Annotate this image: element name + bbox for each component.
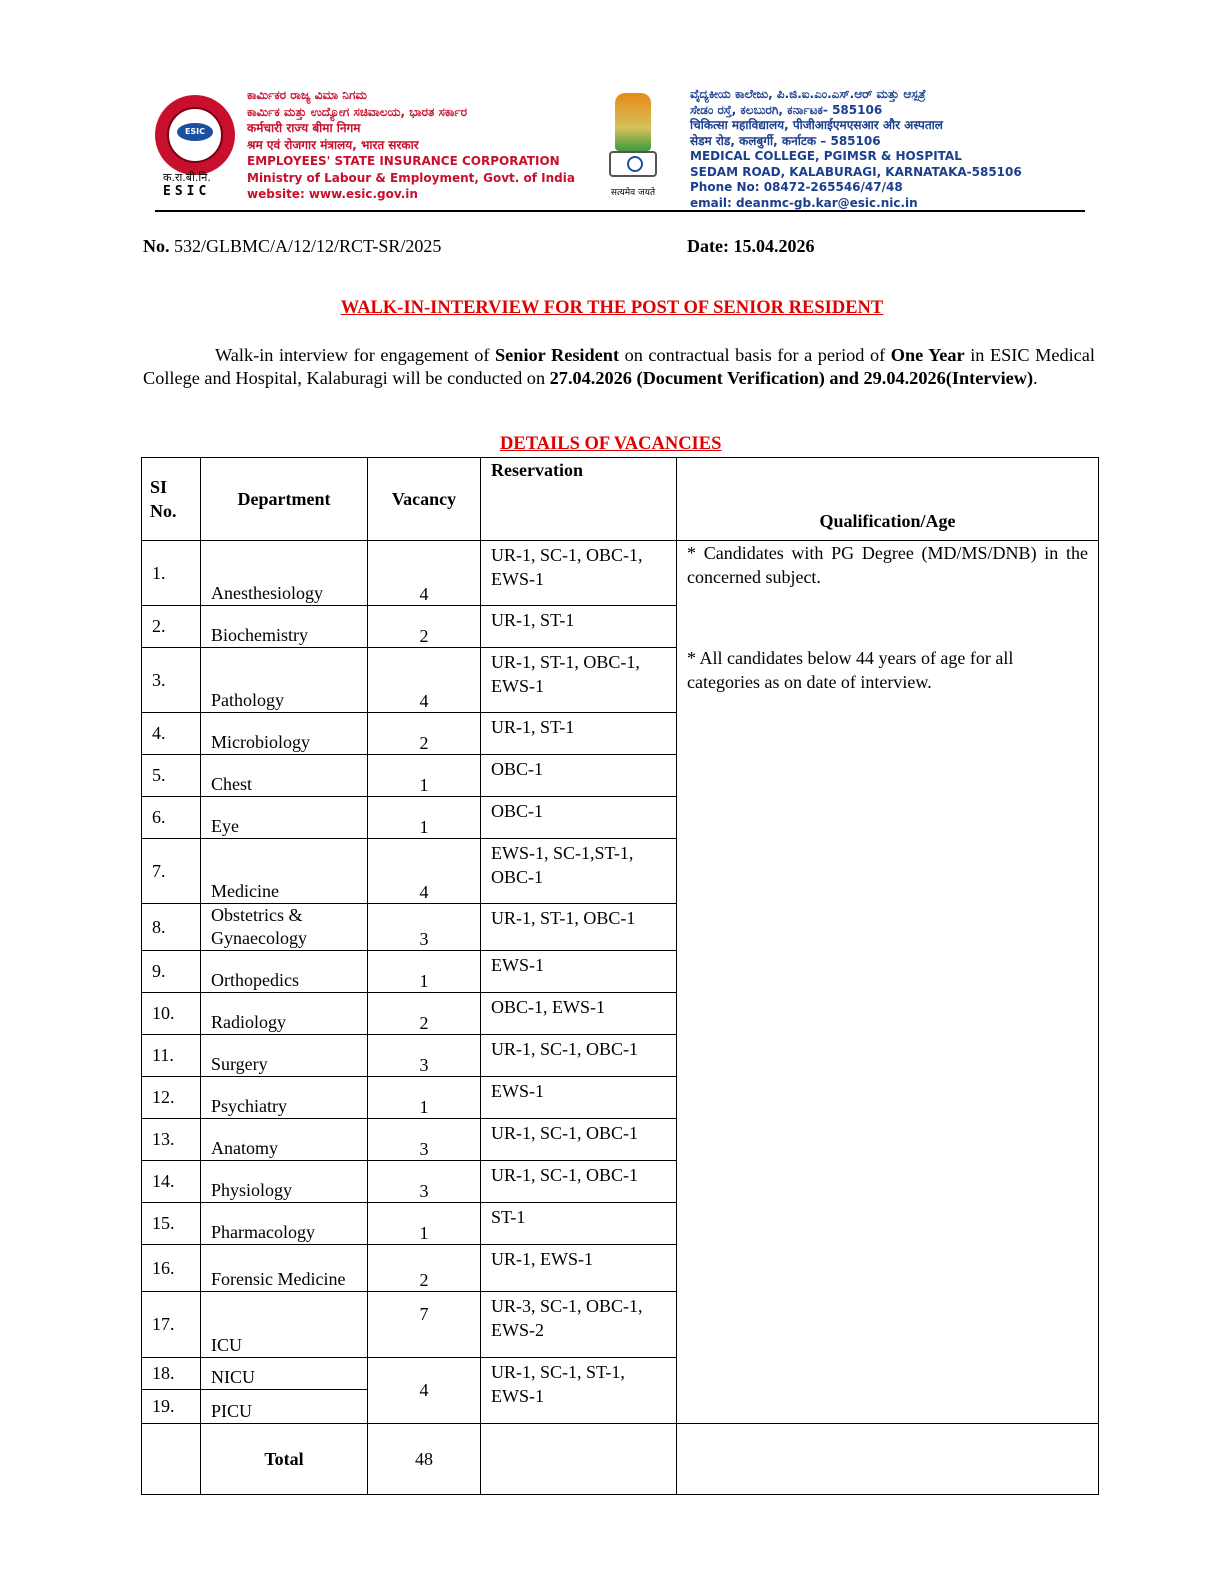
esic-logo-text: ESIC	[177, 123, 213, 141]
row-sl: 19.	[142, 1390, 201, 1424]
header-vacancy: Vacancy	[368, 458, 481, 541]
row-vacancy: 2	[368, 1245, 481, 1292]
row-department: Anesthesiology	[201, 541, 368, 606]
right-line-3: चिकित्सा महाविद्यालय, पीजीआईएमएसआर और अस्पताल	[690, 118, 943, 132]
row-reservation: UR-1, SC-1, OBC-1, EWS-1	[481, 541, 677, 606]
row-vacancy: 3	[368, 1119, 481, 1161]
right-line-4: सेडम रोड, कलबुर्गी, कर्नाटक – 585106	[690, 133, 881, 148]
row-department: Chest	[201, 755, 368, 797]
row-vacancy: 1	[368, 1203, 481, 1245]
row-sl: 7.	[142, 839, 201, 904]
left-line-5: EMPLOYEES' STATE INSURANCE CORPORATION	[247, 154, 560, 168]
row-department: Orthopedics	[201, 951, 368, 993]
right-line-6: SEDAM ROAD, KALABURAGI, KARNATAKA-585106	[690, 164, 1022, 179]
row-sl: 16.	[142, 1245, 201, 1292]
row-vacancy: 7	[368, 1292, 481, 1358]
row-department: Forensic Medicine	[201, 1245, 368, 1292]
row-sl: 12.	[142, 1077, 201, 1119]
left-line-6: Ministry of Labour & Employment, Govt. of India	[247, 170, 575, 185]
row-sl: 5.	[142, 755, 201, 797]
row-department: Psychiatry	[201, 1077, 368, 1119]
row-department: Radiology	[201, 993, 368, 1035]
row-department: Medicine	[201, 839, 368, 904]
row-sl: 11.	[142, 1035, 201, 1077]
esic-abbr-hindi: क.रा.बी.नि.	[163, 171, 211, 184]
row-department: PICU	[201, 1390, 368, 1424]
vacancy-heading: DETAILS OF VACANCIES	[500, 434, 722, 454]
row-vacancy: 3	[368, 904, 481, 951]
row-reservation: EWS-1, SC-1,ST-1, OBC-1	[481, 839, 677, 904]
left-line-3: कर्मचारी राज्य बीमा निगम	[247, 121, 361, 135]
vacancy-table	[141, 457, 1099, 1495]
row-reservation: OBC-1	[481, 797, 677, 839]
header-qualification: Qualification/Age	[677, 458, 1099, 541]
row-department: Pharmacology	[201, 1203, 368, 1245]
row-department: Eye	[201, 797, 368, 839]
row-vacancy: 2	[368, 713, 481, 755]
intro-paragraph: Walk-in interview for engagement of Senior Resident on contractual basis for a period of One Year in ESIC Medical College and Hospital, Kalaburagi will be conducted on 27.04.2026 (Document Verification) and 29.04.2026(Interview).	[143, 345, 1095, 388]
total-value: 48	[368, 1424, 481, 1495]
row-reservation: UR-3, SC-1, OBC-1, EWS-2	[481, 1292, 677, 1358]
row-reservation: UR-1, SC-1, ST-1, EWS-1	[481, 1358, 677, 1424]
row-sl: 18.	[142, 1358, 201, 1390]
row-vacancy: 1	[368, 797, 481, 839]
left-line-1: ಕಾರ್ಮಿಕರ ರಾಜ್ಯ ವಿಮಾ ನಿಗಮ	[247, 88, 367, 102]
row-department: Obstetrics & Gynaecology	[201, 904, 368, 951]
row-sl: 9.	[142, 951, 201, 993]
esic-abbr: ESIC	[163, 184, 211, 199]
row-department: Surgery	[201, 1035, 368, 1077]
national-emblem	[603, 93, 663, 201]
row-reservation: OBC-1	[481, 755, 677, 797]
right-line-5: MEDICAL COLLEGE, PGIMSR & HOSPITAL	[690, 149, 962, 163]
table-row	[142, 541, 1099, 606]
row-sl: 13.	[142, 1119, 201, 1161]
total-row	[142, 1424, 1099, 1495]
esic-address-block	[247, 87, 575, 203]
qualification-cell	[677, 541, 1099, 1424]
row-department: Pathology	[201, 648, 368, 713]
left-line-2: ಕಾರ್ಮಿಕ ಮತ್ತು ಉದ್ಯೋಗ ಸಚಿವಾಲಯ, ಭಾರತ ಸರ್ಕಾರ	[247, 104, 468, 119]
header-department: Department	[201, 458, 368, 541]
emblem-motto: सत्यमेव जयते	[610, 188, 656, 198]
row-department: Physiology	[201, 1161, 368, 1203]
row-department: Microbiology	[201, 713, 368, 755]
row-department: ICU	[201, 1292, 368, 1358]
row-reservation: EWS-1	[481, 951, 677, 993]
row-vacancy: 4	[368, 839, 481, 904]
qualification-age: * All candidates below 44 years of age for all categories as on date of interview.	[687, 648, 1014, 692]
row-reservation: UR-1, ST-1	[481, 606, 677, 648]
row-reservation: UR-1, SC-1, OBC-1	[481, 1161, 677, 1203]
esic-logo	[155, 95, 235, 175]
header-divider	[155, 210, 1085, 212]
row-reservation: UR-1, ST-1	[481, 713, 677, 755]
row-vacancy: 1	[368, 755, 481, 797]
row-sl: 4.	[142, 713, 201, 755]
row-vacancy: 2	[368, 993, 481, 1035]
header-sl-no: SI No.	[142, 458, 201, 541]
row-sl: 17.	[142, 1292, 201, 1358]
row-vacancy: 4	[368, 1358, 481, 1424]
row-department: NICU	[201, 1358, 368, 1390]
row-department: Biochemistry	[201, 606, 368, 648]
row-sl: 1.	[142, 541, 201, 606]
row-sl: 10.	[142, 993, 201, 1035]
letterhead	[155, 85, 1085, 213]
row-vacancy: 1	[368, 951, 481, 993]
row-reservation: UR-1, EWS-1	[481, 1245, 677, 1292]
row-reservation: ST-1	[481, 1203, 677, 1245]
row-department: Anatomy	[201, 1119, 368, 1161]
row-reservation: EWS-1	[481, 1077, 677, 1119]
right-line-7: Phone No: 08472-265546/47/48	[690, 180, 903, 194]
document-date: Date: 15.04.2026	[687, 236, 815, 256]
reference-number: No. 532/GLBMC/A/12/12/RCT-SR/2025	[143, 236, 442, 256]
row-vacancy: 4	[368, 541, 481, 606]
row-reservation: UR-1, ST-1, OBC-1	[481, 904, 677, 951]
page-title: WALK-IN-INTERVIEW FOR THE POST OF SENIOR RESIDENT	[340, 298, 884, 318]
row-vacancy: 3	[368, 1161, 481, 1203]
header-reservation: Reservation	[481, 458, 677, 541]
row-vacancy: 1	[368, 1077, 481, 1119]
row-sl: 3.	[142, 648, 201, 713]
row-sl: 6.	[142, 797, 201, 839]
row-reservation: UR-1, SC-1, OBC-1	[481, 1119, 677, 1161]
row-vacancy: 3	[368, 1035, 481, 1077]
row-reservation: UR-1, SC-1, OBC-1	[481, 1035, 677, 1077]
row-sl: 2.	[142, 606, 201, 648]
row-sl: 14.	[142, 1161, 201, 1203]
row-vacancy: 4	[368, 648, 481, 713]
row-sl: 15.	[142, 1203, 201, 1245]
table-header-row	[142, 458, 1099, 541]
college-address-block	[690, 87, 1022, 211]
row-reservation: UR-1, ST-1, OBC-1, EWS-1	[481, 648, 677, 713]
row-sl: 8.	[142, 904, 201, 951]
row-vacancy: 2	[368, 606, 481, 648]
left-line-4: श्रम एवं रोजगार मंत्रालय, भारत सरकार	[247, 137, 419, 152]
right-line-2: ಸೇಡಂ ರಸ್ತೆ, ಕಲಬುರಗಿ, ಕರ್ನಾಟಕ- 585106	[690, 102, 883, 117]
total-label: Total	[201, 1424, 368, 1495]
qualification-degree: * Candidates with PG Degree (MD/MS/DNB) in the concerned subject.	[687, 543, 1088, 587]
left-line-7: website: www.esic.gov.in	[247, 187, 418, 201]
right-line-1: ವೈದ್ಯಕೀಯ ಕಾಲೇಜು, ಪಿ.ಜಿ.ಐ.ಎಂ.ಎಸ್.ಆರ್ ಮತ್ತು ಆಸ್ಪತ್ರೆ	[690, 87, 926, 101]
row-reservation: OBC-1, EWS-1	[481, 993, 677, 1035]
right-line-8: email: deanmc-gb.kar@esic.nic.in	[690, 195, 918, 210]
